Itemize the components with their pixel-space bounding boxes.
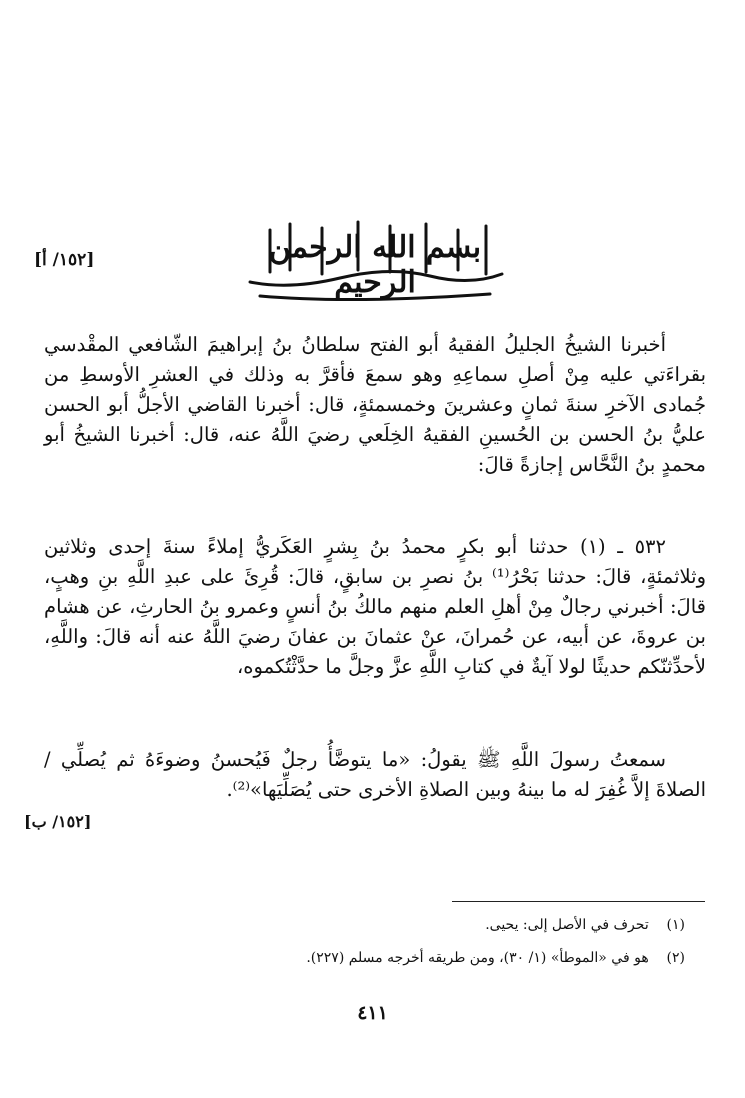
footnote-text: تحرف في الأصل إلى: يحيى. — [485, 917, 649, 933]
footnote-separator — [452, 901, 705, 902]
footnote-number: (١) — [666, 917, 685, 933]
paragraph-hadith-532: ٥٣٢ ـ (١) حدثنا أبو بكرٍ محمدُ بنُ بِشرٍ العَكَريُّ إملاءً سنةَ إحدى وثلاثين وثلاثمئةٍ، قالَ: حدثنا بَحْرُ⁽¹⁾ بنُ نصرِ بن سابقٍ، قالَ: قُرِئَ على عبدِ اللَّهِ بنِ وهبٍ، قالَ: أخبرني رجالٌ مِنْ أهلِ العلم منهم مالكُ بنُ أنسٍ وعمرو بنُ الحارثِ، عن هشام بن عروةَ، عن أبيه، عن حُمرانَ، عنْ عثمانَ بن عفانَ رضيَ اللَّهُ عنه أنه قالَ: واللَّهِ، لأحدِّثنّكم حديثًا لولا آيةٌ في كتابِ اللَّهِ عزَّ وجلَّ ما حدَّثْتُكموه، — [44, 535, 706, 678]
folio-marker: [١٥٢/ أ] — [34, 250, 95, 270]
paragraph-isnad: أخبرنا الشيخُ الجليلُ الفقيهُ أبو الفتح سلطانُ بنُ إبراهيمَ الشّافعي المقْدسي بقراءَتي عليه مِنْ أصلِ سماعِهِ وهو سمعَ فأقرَّ به وذلك في العشرِ الأوسطِ من جُمادى الآخرِ سنةَ ثمانٍ وعشرينَ وخمسمئةٍ، قال: أخبرنا القاضي الأجلُّ أبو الحسن عليُّ بنُ الحسن بن الحُسينِ الفقيهُ الخِلَعي رضيَ اللَّهُ عنه، قال: أخبرنا الشيخُ أبو محمدٍ بنُ النَّحَّاس إجازةً قالَ: — [44, 333, 706, 476]
basmala-text: بسم الله الرحمن الرحيم — [268, 230, 482, 300]
folio-marker-verso: [١٥٢/ ب] — [24, 812, 92, 831]
footnote-2 — [306, 950, 685, 966]
footnote-number: (٢) — [666, 950, 685, 966]
footnote-1 — [485, 917, 685, 933]
page-number: ٤١١ — [357, 1002, 388, 1024]
paragraph-prophetic-saying: سمعتُ رسولَ اللَّهِ ﷺ يقولُ: «ما يتوضَّأُ رجلٌ فَيُحسنُ وضوءَهُ ثم يُصلِّي / الصلاةَ إلاَّ غُفِرَ له ما بينهُ وبين الصلاةِ الأخرى حتى يُصَلِّيَها»⁽²⁾. — [44, 748, 706, 801]
basmala-calligraphy — [230, 212, 520, 304]
footnote-text: هو في «الموطأ» (١/ ٣٠)، ومن طريقه أخرجه مسلم (٢٢٧). — [306, 950, 649, 966]
